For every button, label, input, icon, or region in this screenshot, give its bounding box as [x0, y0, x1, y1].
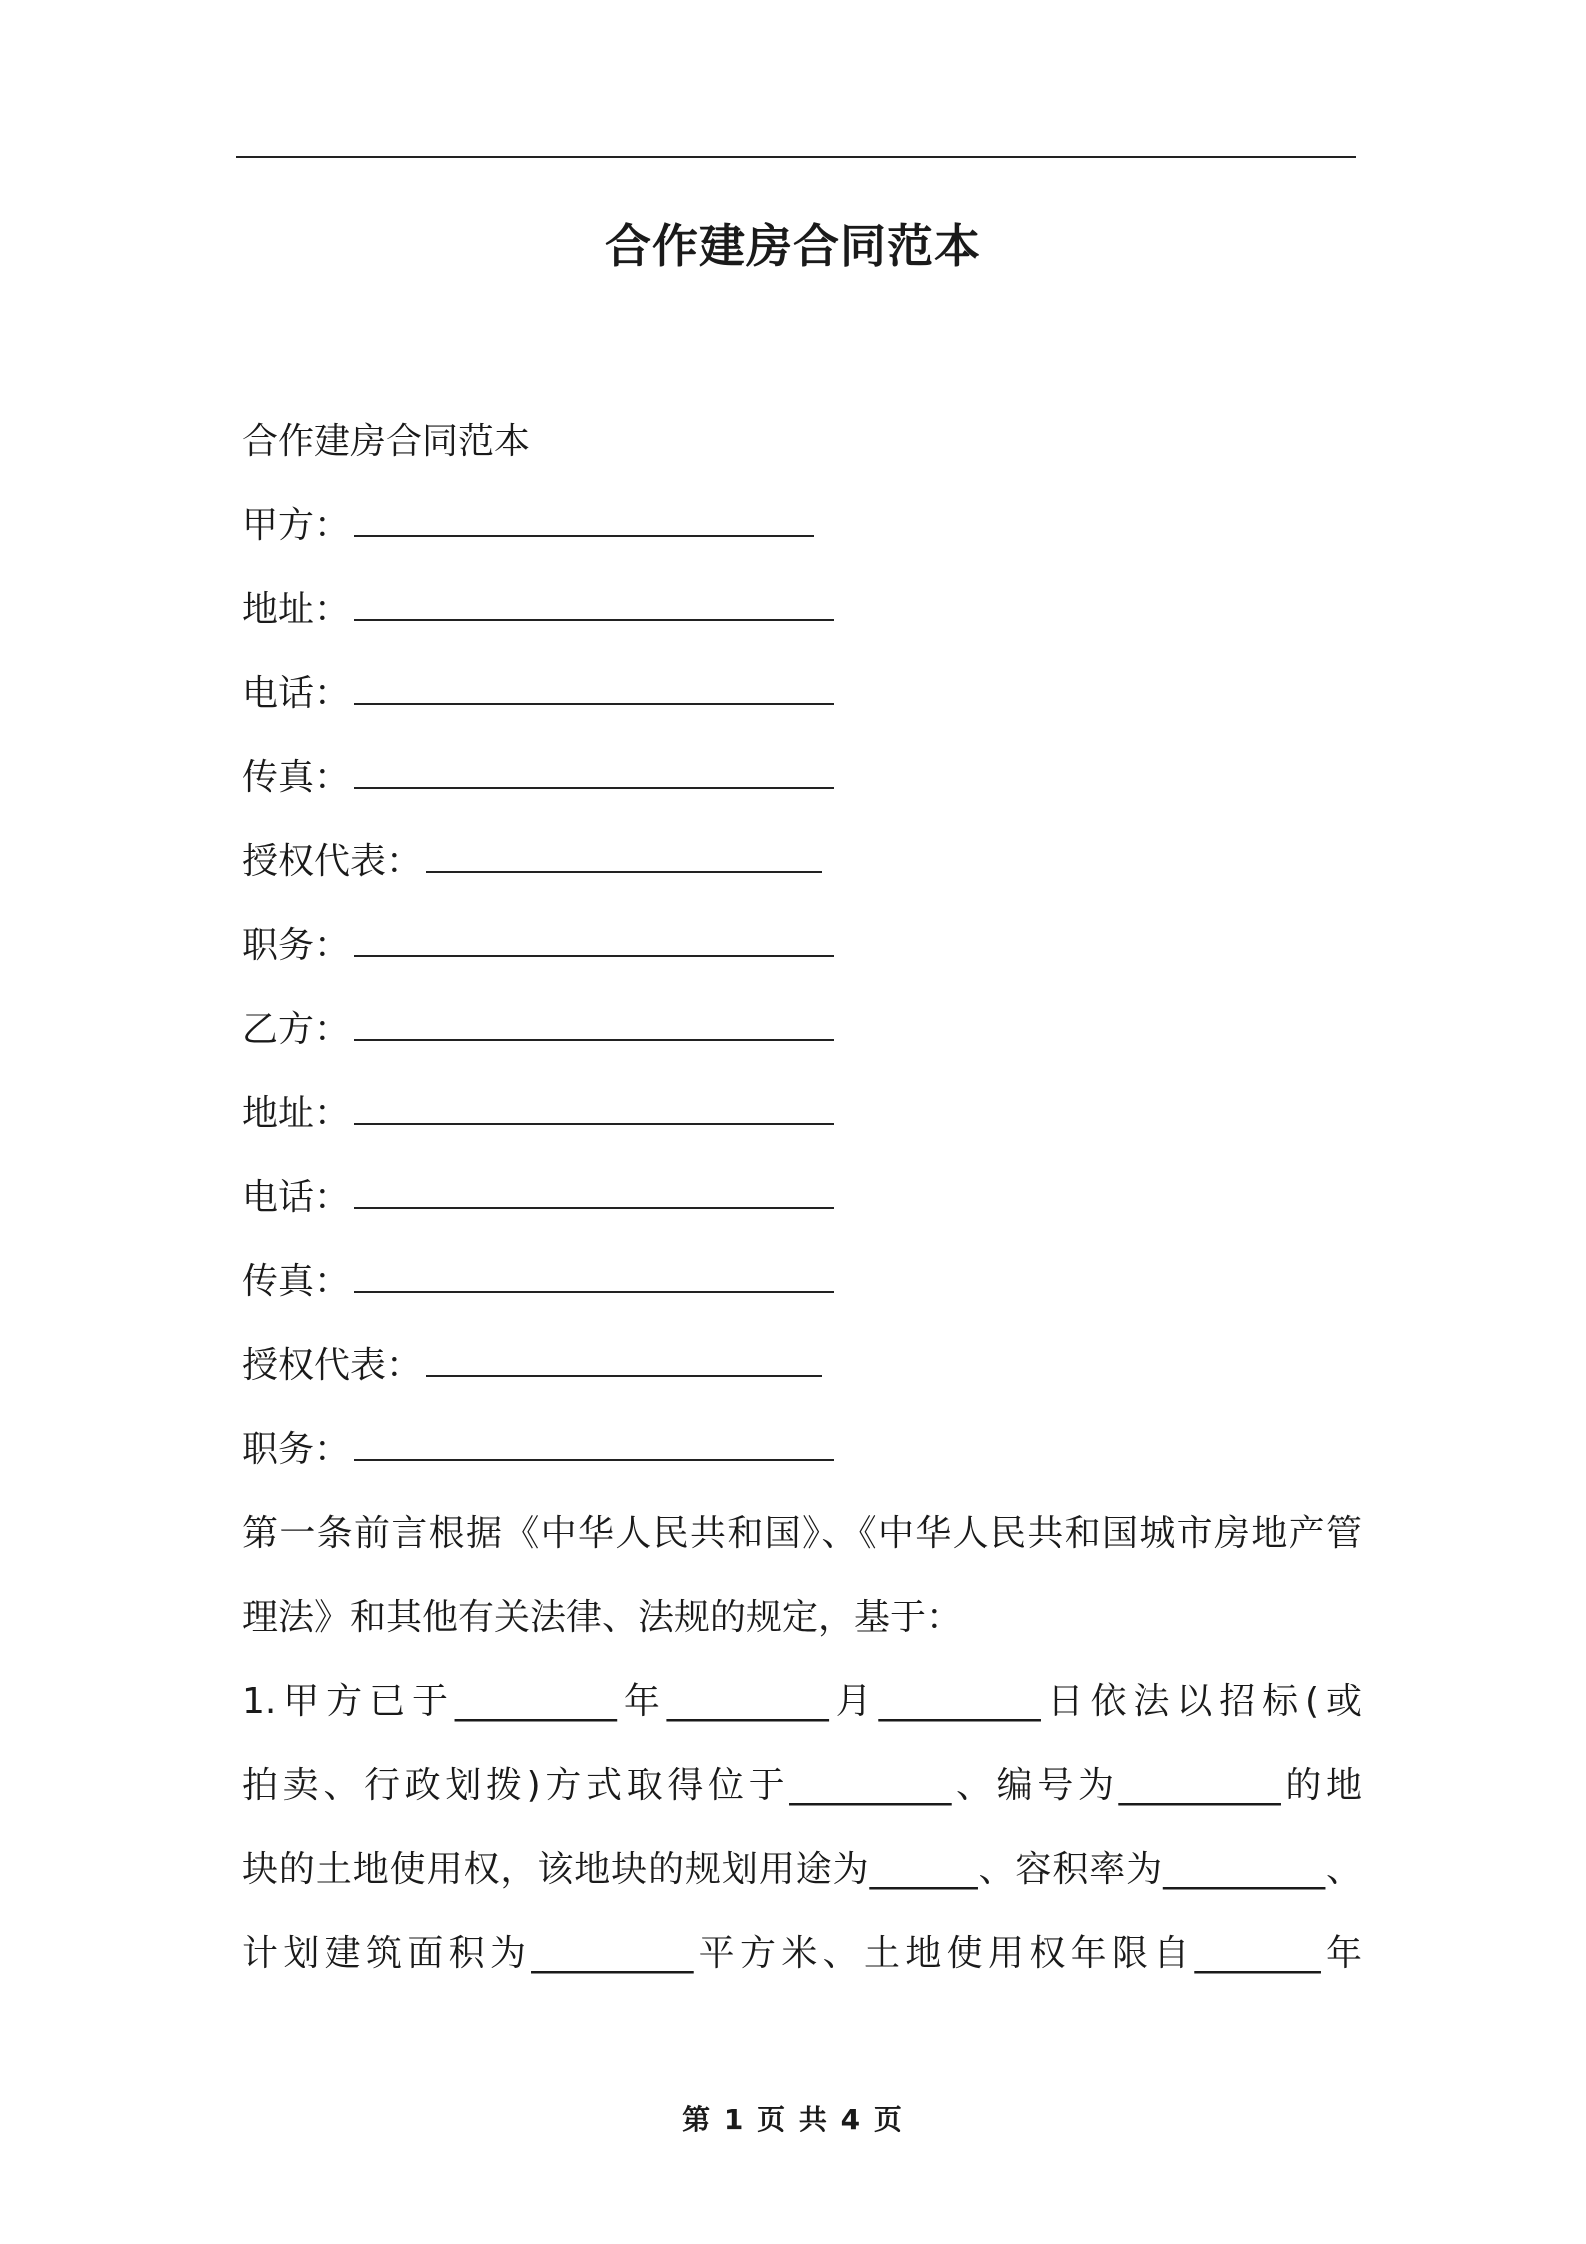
- document-title: 合作建房合同范本: [605, 219, 981, 273]
- party-b-fax-field: [242, 1240, 1362, 1324]
- body-text-line: 块的土地使用权，该地块的规划用途为______、容积率为_________、: [242, 1849, 1362, 1890]
- party-a-position-field: [242, 904, 1362, 988]
- field-label: 传真：: [242, 1261, 351, 1302]
- body-text-line: 1.甲方已于_________年_________月_________日依法以招标(或: [242, 1681, 1362, 1722]
- field-label: 职务：: [242, 925, 351, 966]
- fill-in-blank: [354, 757, 834, 789]
- body-text-line: 计划建筑面积为_________平方米、土地使用权年限自_______年: [242, 1933, 1362, 1974]
- party-a-phone-field: [242, 652, 1362, 736]
- field-label: 甲方：: [242, 505, 351, 546]
- field-label: 电话：: [242, 673, 351, 714]
- field-label: 授权代表：: [242, 841, 423, 882]
- field-label: 职务：: [242, 1429, 351, 1470]
- party-a-rep-field: [242, 820, 1362, 904]
- fill-in-blank: [354, 1429, 834, 1461]
- fill-in-blank: [354, 1177, 834, 1209]
- field-label: 传真：: [242, 757, 351, 798]
- field-label: 地址：: [242, 1093, 351, 1134]
- fill-in-blank: [354, 673, 834, 705]
- field-label: 授权代表：: [242, 1345, 423, 1386]
- fill-in-blank: [354, 1261, 834, 1293]
- party-a-name-field: [242, 484, 1362, 568]
- field-label: 地址：: [242, 589, 351, 630]
- body-text-line: 理法》和其他有关法律、法规的规定，基于：: [242, 1597, 963, 1638]
- fill-in-blank: [354, 1009, 834, 1041]
- fill-in-blank: [354, 505, 814, 537]
- fill-in-blank: [354, 1093, 834, 1125]
- party-b-phone-field: [242, 1156, 1362, 1240]
- field-label: 电话：: [242, 1177, 351, 1218]
- party-b-position-field: [242, 1408, 1362, 1492]
- fill-in-blank: [354, 589, 834, 621]
- party-a-fax-field: [242, 736, 1362, 820]
- page-number-footer: 第 1 页 共 4 页: [682, 2103, 904, 2136]
- fill-in-blank: [426, 841, 822, 873]
- party-a-address-field: [242, 568, 1362, 652]
- fill-in-blank: [426, 1345, 822, 1377]
- body-text-line: 拍卖、行政划拨)方式取得位于_________、编号为_________的地: [242, 1765, 1362, 1806]
- document-body: [242, 400, 1362, 1996]
- party-b-name-field: [242, 988, 1362, 1072]
- party-b-address-field: [242, 1072, 1362, 1156]
- party-b-rep-field: [242, 1324, 1362, 1408]
- fill-in-blank: [354, 925, 834, 957]
- document-subtitle: 合作建房合同范本: [242, 421, 531, 462]
- body-text-line: 第一条前言根据《中华人民共和国》、《中华人民共和国城市房地产管: [242, 1513, 1362, 1554]
- header-rule: [236, 156, 1356, 158]
- field-label: 乙方：: [242, 1009, 351, 1050]
